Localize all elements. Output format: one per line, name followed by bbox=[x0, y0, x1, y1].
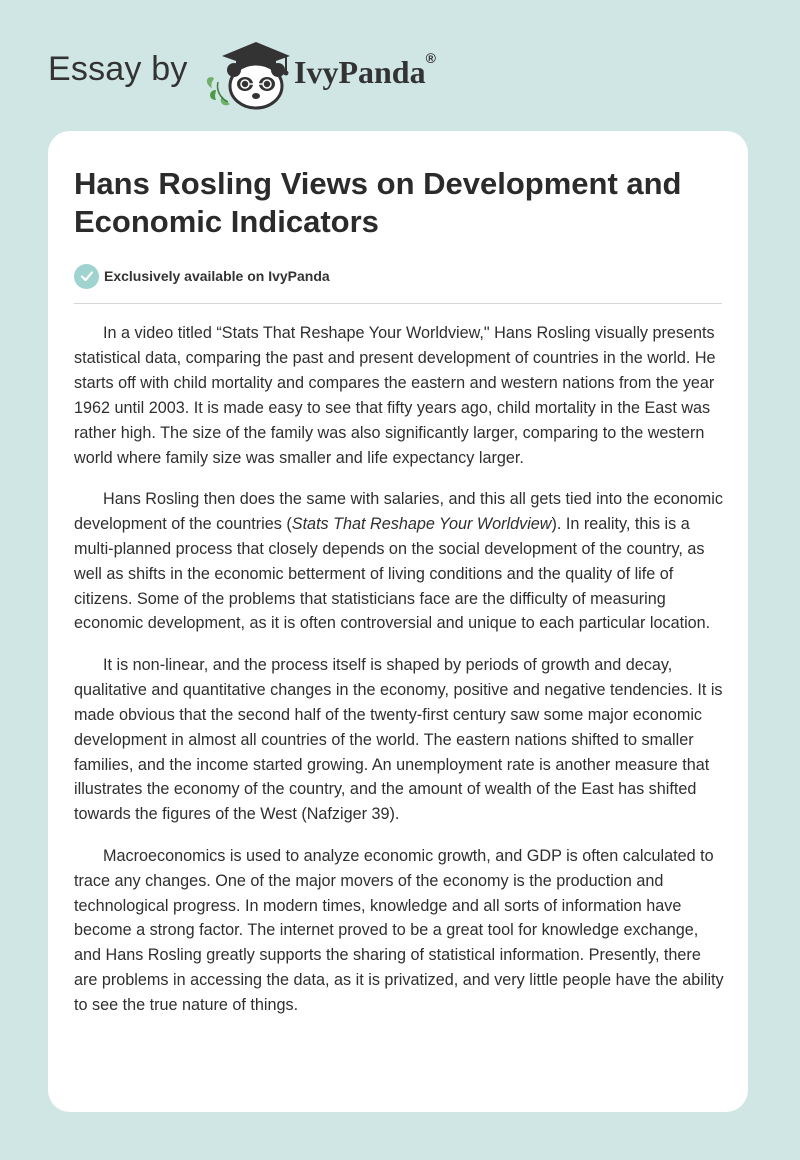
panda-graduate-icon[interactable] bbox=[200, 38, 300, 110]
brand-name[interactable]: IvyPanda® bbox=[294, 50, 436, 90]
paragraph-1: In a video titled “Stats That Reshape Your Worldview," Hans Rosling visually presents statistical data, comparing the past and present development of countries in the world. He starts off with child mortality and compares the eastern and western nations from the year 1962 until 2003. It is made easy to see that fifty years ago, child mortality in the East was rather high. The size of the family was also significantly larger, comparing to the western world where family size was smaller and life expectancy larger. bbox=[74, 324, 716, 467]
page-title: Hans Rosling Views on Development and Economic Indicators bbox=[74, 166, 682, 239]
italic-title: Stats That Reshape Your Worldview bbox=[291, 514, 552, 533]
badge-text: Exclusively available on IvyPanda bbox=[104, 268, 330, 284]
paragraph-4: Macroeconomics is used to analyze economic growth, and GDP is often calculated to trace any changes. One of the major movers of the economy is the production and technological progress. In modern times, knowledge and all sorts of information have become a strong factor. The internet proved to be a great tool for knowledge exchange, and Hans Rosling greatly supports the sharing of statistical information. Presently, there are problems in accessing the data, as it is privatized, and very little people have the ability to see the true nature of things. bbox=[74, 846, 724, 1015]
paragraph-2: Hans Rosling then does the same with salaries, and this all gets tied into the economic development of the countries (Stats That Reshape Your Worldview). In reality, this is a multi-planned process that closely depends on the social development of the country, as well as shifts in the economic betterment of living conditions and the quality of life of citizens. Some of the problems that statisticians face are the difficulty of measuring economic development, as it is often controversial and unique to each particular location. bbox=[74, 489, 723, 633]
essay-card bbox=[48, 131, 748, 1112]
paragraph-3: It is non-linear, and the process itself is shaped by periods of growth and decay, qualitative and quantitative changes in the economy, positive and negative tendencies. It is made obvious that the second half of the twenty-first century saw some major economic development in almost all countries of the world. The eastern nations shifted to smaller families, and the income started growing. An unemployment rate is another measure that illustrates the economy of the country, and the amount of wealth of the East has shifted towards the figures of the West (Nafziger 39). bbox=[74, 655, 723, 824]
exclusive-badge bbox=[74, 263, 330, 289]
registered-mark: ® bbox=[425, 50, 436, 66]
essay-body bbox=[74, 321, 724, 1035]
check-icon bbox=[74, 264, 99, 289]
site-header bbox=[48, 38, 768, 108]
essay-by-label: Essay by bbox=[48, 50, 188, 88]
divider bbox=[74, 303, 722, 304]
